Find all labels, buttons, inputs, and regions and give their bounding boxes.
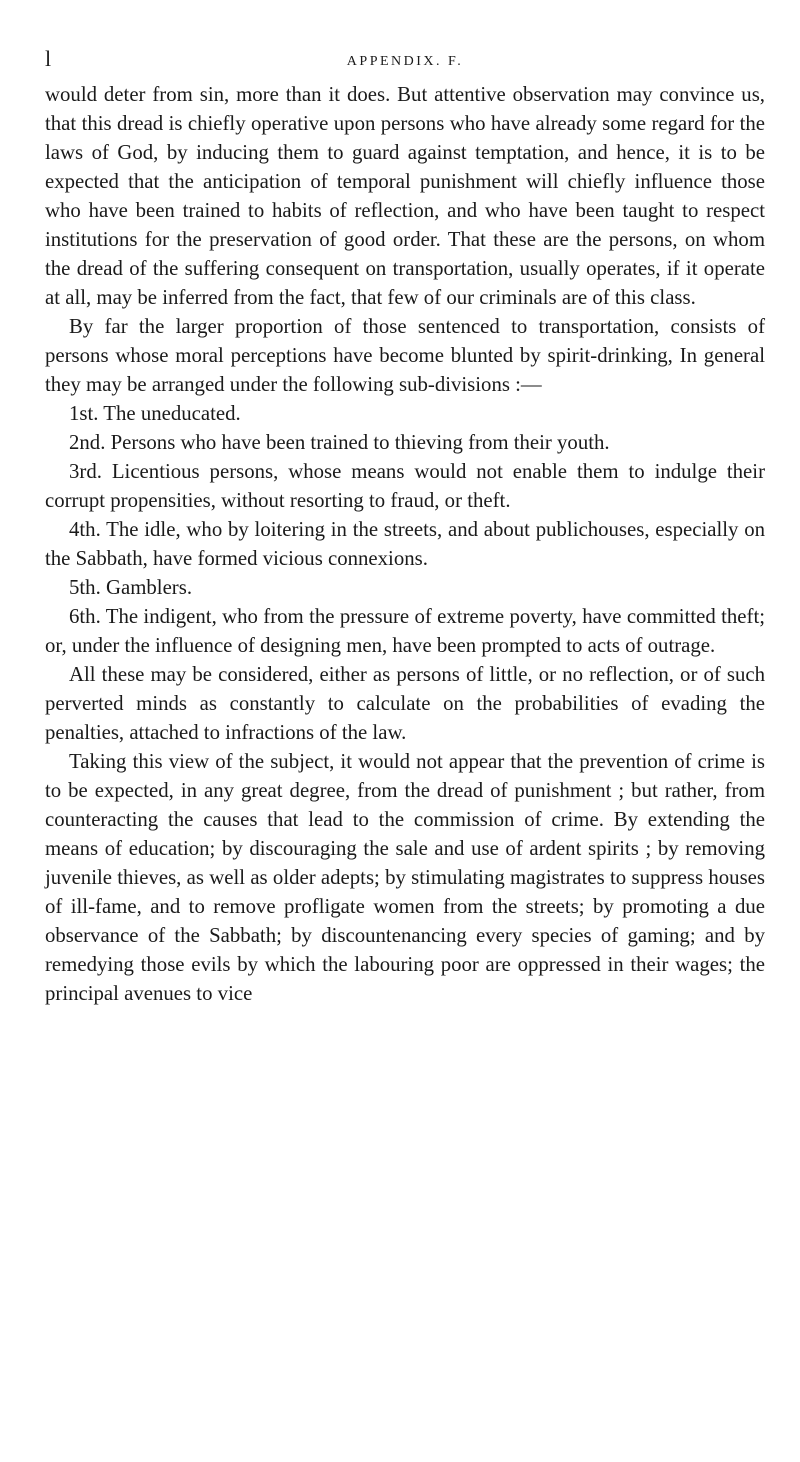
list-item-3rd: 3rd. Licentious persons, whose means would not enable them to indulge their corrupt propensities, without resorting to fraud, or theft.: [45, 460, 765, 512]
list-item-4th: 4th. The idle, who by loitering in the streets, and about publichouses, especially on the Sabbath, have formed vicious connexions.: [45, 518, 765, 570]
body-text: [45, 80, 765, 1008]
header-title: APPENDIX. F.: [346, 54, 464, 69]
paragraph-consideration: All these may be considered, either as persons of little, or no reflection, or of such perverted minds as constantly to calculate on the probabilities of evading the penalties, attached to infractions of the law.: [45, 663, 765, 744]
page-number: l: [45, 46, 52, 71]
list-item-5th: 5th. Gamblers.: [69, 576, 193, 599]
list-item-2nd: 2nd. Persons who have been trained to thieving from their youth.: [69, 431, 610, 454]
paragraph-prevention: Taking this view of the subject, it would not appear that the prevention of crime is to be expected, in any great degree, from the dread of punishment ; but rather, from counteracting the causes that lead to the commission of crime. By extending the means of education; by discouraging the sale and use of ardent spirits ; by removing juvenile thieves, as well as older adepts; by stimulating magistrates to suppress houses of ill-fame, and to remove profligate women from the streets; by promoting a due observance of the Sabbath; by discountenancing every species of gaming; and by remedying those evils by which the labouring poor are oppressed in their wages; the principal avenues to vice: [45, 750, 765, 1005]
page: [45, 40, 765, 1008]
paragraph-proportion: By far the larger proportion of those sentenced to transportation, consists of persons whose moral perceptions have become blunted by spirit-drinking, In general they may be arranged under the following sub-divisions :—: [45, 315, 765, 396]
running-head: [45, 40, 765, 80]
paragraph-continuation: would deter from sin, more than it does. But attentive observation may convince us, that this dread is chiefly operative upon persons who have already some regard for the laws of God, by inducing them to guard against temptation, and hence, it is to be expected that the anticipation of temporal punishment will chiefly influence those who have been trained to habits of reflection, and who have been taught to respect institutions for the preservation of good order. That these are the persons, on whom the dread of the suffering consequent on transportation, usually operates, if it operate at all, may be inferred from the fact, that few of our criminals are of this class.: [45, 83, 765, 309]
list-item-1st: 1st. The uneducated.: [69, 402, 241, 425]
list-item-6th: 6th. The indigent, who from the pressure of extreme poverty, have committed theft; or, under the influence of designing men, have been prompted to acts of outrage.: [45, 605, 765, 657]
